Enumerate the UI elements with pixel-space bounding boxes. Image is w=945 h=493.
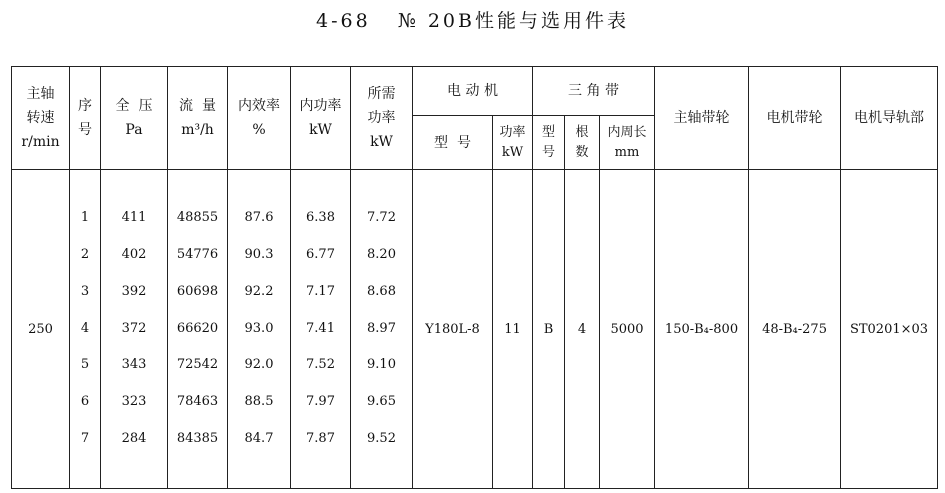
cell-required-power: 8.97: [367, 320, 396, 336]
header-belt: 三 角 带: [533, 67, 655, 116]
header-belt-count: [565, 116, 600, 170]
header-motor-rail: 电机导轨部: [841, 67, 938, 170]
cell-internal-power: 6.38: [306, 210, 335, 226]
header-belt-type: [533, 116, 565, 170]
header-speed: [12, 67, 70, 170]
header-pressure-unit: Pa: [125, 122, 143, 138]
column-flow: [168, 170, 228, 489]
cell-flow: 48855: [176, 210, 219, 226]
cell-pressure: 323: [121, 394, 147, 410]
cell-required-power: 9.52: [367, 430, 396, 446]
cell-flow: 78463: [176, 394, 219, 410]
cell-seq: 2: [80, 247, 90, 262]
cell-internal-eff: 92.0: [244, 357, 274, 373]
header-required-power-line1: 所需: [367, 86, 396, 102]
cell-internal-eff: 87.6: [244, 210, 274, 226]
cell-motor-model: Y180L-8: [413, 170, 493, 489]
cell-flow: 54776: [176, 247, 219, 262]
cell-internal-power: 7.52: [306, 357, 335, 373]
header-internal-power: [291, 67, 351, 170]
cell-seq: 7: [80, 430, 90, 446]
cell-speed: 250: [12, 170, 70, 489]
column-pressure: [101, 170, 168, 489]
header-motor-power-unit: kW: [501, 144, 524, 160]
header-belt-length: [600, 116, 655, 170]
cell-internal-eff: 88.5: [244, 394, 274, 410]
cell-motor-power: 11: [493, 170, 533, 489]
header-pressure-label: 全 压: [115, 98, 153, 114]
cell-required-power: 9.10: [367, 357, 396, 373]
header-main-pulley: 主轴带轮: [655, 67, 749, 170]
header-seq-line2: 号: [78, 122, 92, 138]
cell-internal-power: 7.17: [306, 283, 335, 299]
cell-pressure: 372: [121, 320, 147, 336]
cell-flow: 66620: [176, 320, 219, 336]
header-internal-power-unit: kW: [309, 122, 332, 138]
header-belt-count-line2: 数: [575, 144, 589, 160]
column-internal-eff: [228, 170, 291, 489]
cell-motor-pulley: 48-B₄-275: [749, 170, 841, 489]
header-seq-line1: 序: [78, 98, 92, 114]
column-required-power: [351, 170, 413, 489]
header-speed-line1: 主轴: [26, 86, 55, 102]
header-belt-length-unit: mm: [614, 144, 640, 160]
cell-internal-eff: 92.2: [244, 283, 274, 299]
header-speed-unit: r/min: [21, 134, 60, 150]
cell-pressure: 392: [121, 283, 147, 299]
header-required-power-unit: kW: [370, 134, 393, 150]
cell-flow: 72542: [176, 357, 219, 373]
header-speed-line2: 转速: [26, 110, 55, 126]
header-internal-power-label: 内功率: [299, 98, 342, 114]
header-belt-type-line1: 型: [541, 124, 555, 140]
header-required-power: [351, 67, 413, 170]
cell-required-power: 8.20: [367, 247, 396, 262]
header-motor-power-label: 功率: [499, 124, 526, 140]
cell-belt-length: 5000: [600, 170, 655, 489]
cell-flow: 84385: [176, 430, 219, 446]
header-internal-eff: [228, 67, 291, 170]
cell-seq: 6: [80, 394, 90, 410]
column-seq: [70, 170, 101, 489]
cell-internal-power: 6.77: [306, 247, 335, 262]
cell-required-power: 7.72: [367, 210, 396, 226]
header-motor: 电 动 机: [413, 67, 533, 116]
cell-pressure: 284: [121, 430, 147, 446]
cell-seq: 1: [80, 210, 90, 226]
header-flow-label: 流 量: [179, 98, 216, 114]
cell-internal-power: 7.41: [306, 320, 335, 336]
cell-internal-power: 7.97: [306, 394, 335, 410]
header-motor-model: 型 号: [413, 116, 493, 170]
header-flow: [168, 67, 228, 170]
cell-flow: 60698: [176, 283, 219, 299]
header-required-power-line2: 功率: [367, 110, 396, 126]
header-belt-type-line2: 号: [541, 144, 555, 160]
header-pressure: [101, 67, 168, 170]
cell-pressure: 343: [121, 357, 147, 373]
header-internal-eff-unit: %: [252, 122, 266, 138]
header-seq: [70, 67, 101, 170]
header-internal-eff-label: 内效率: [238, 98, 280, 114]
cell-required-power: 9.65: [367, 394, 396, 410]
cell-internal-power: 7.87: [306, 430, 335, 446]
cell-belt-type: B: [533, 170, 565, 489]
cell-required-power: 8.68: [367, 283, 396, 299]
cell-seq: 5: [80, 357, 90, 373]
performance-table: [11, 66, 938, 489]
header-belt-count-line1: 根: [575, 124, 589, 140]
cell-main-pulley: 150-B₄-800: [655, 170, 749, 489]
header-motor-power: [493, 116, 533, 170]
cell-internal-eff: 84.7: [244, 430, 274, 446]
header-motor-pulley: 电机带轮: [749, 67, 841, 170]
column-internal-power: [291, 170, 351, 489]
page-title: 4-68 № 20B性能与选用件表: [316, 10, 629, 32]
cell-motor-rail: ST0201×03: [841, 170, 938, 489]
cell-pressure: 411: [121, 210, 147, 226]
header-belt-length-label: 内周长: [607, 124, 647, 140]
cell-pressure: 402: [121, 247, 147, 262]
cell-internal-eff: 93.0: [244, 320, 274, 336]
cell-internal-eff: 90.3: [244, 247, 274, 262]
header-flow-unit: m³/h: [181, 122, 214, 138]
cell-seq: 3: [80, 283, 90, 299]
cell-seq: 4: [80, 320, 90, 336]
cell-belt-count: 4: [565, 170, 600, 489]
